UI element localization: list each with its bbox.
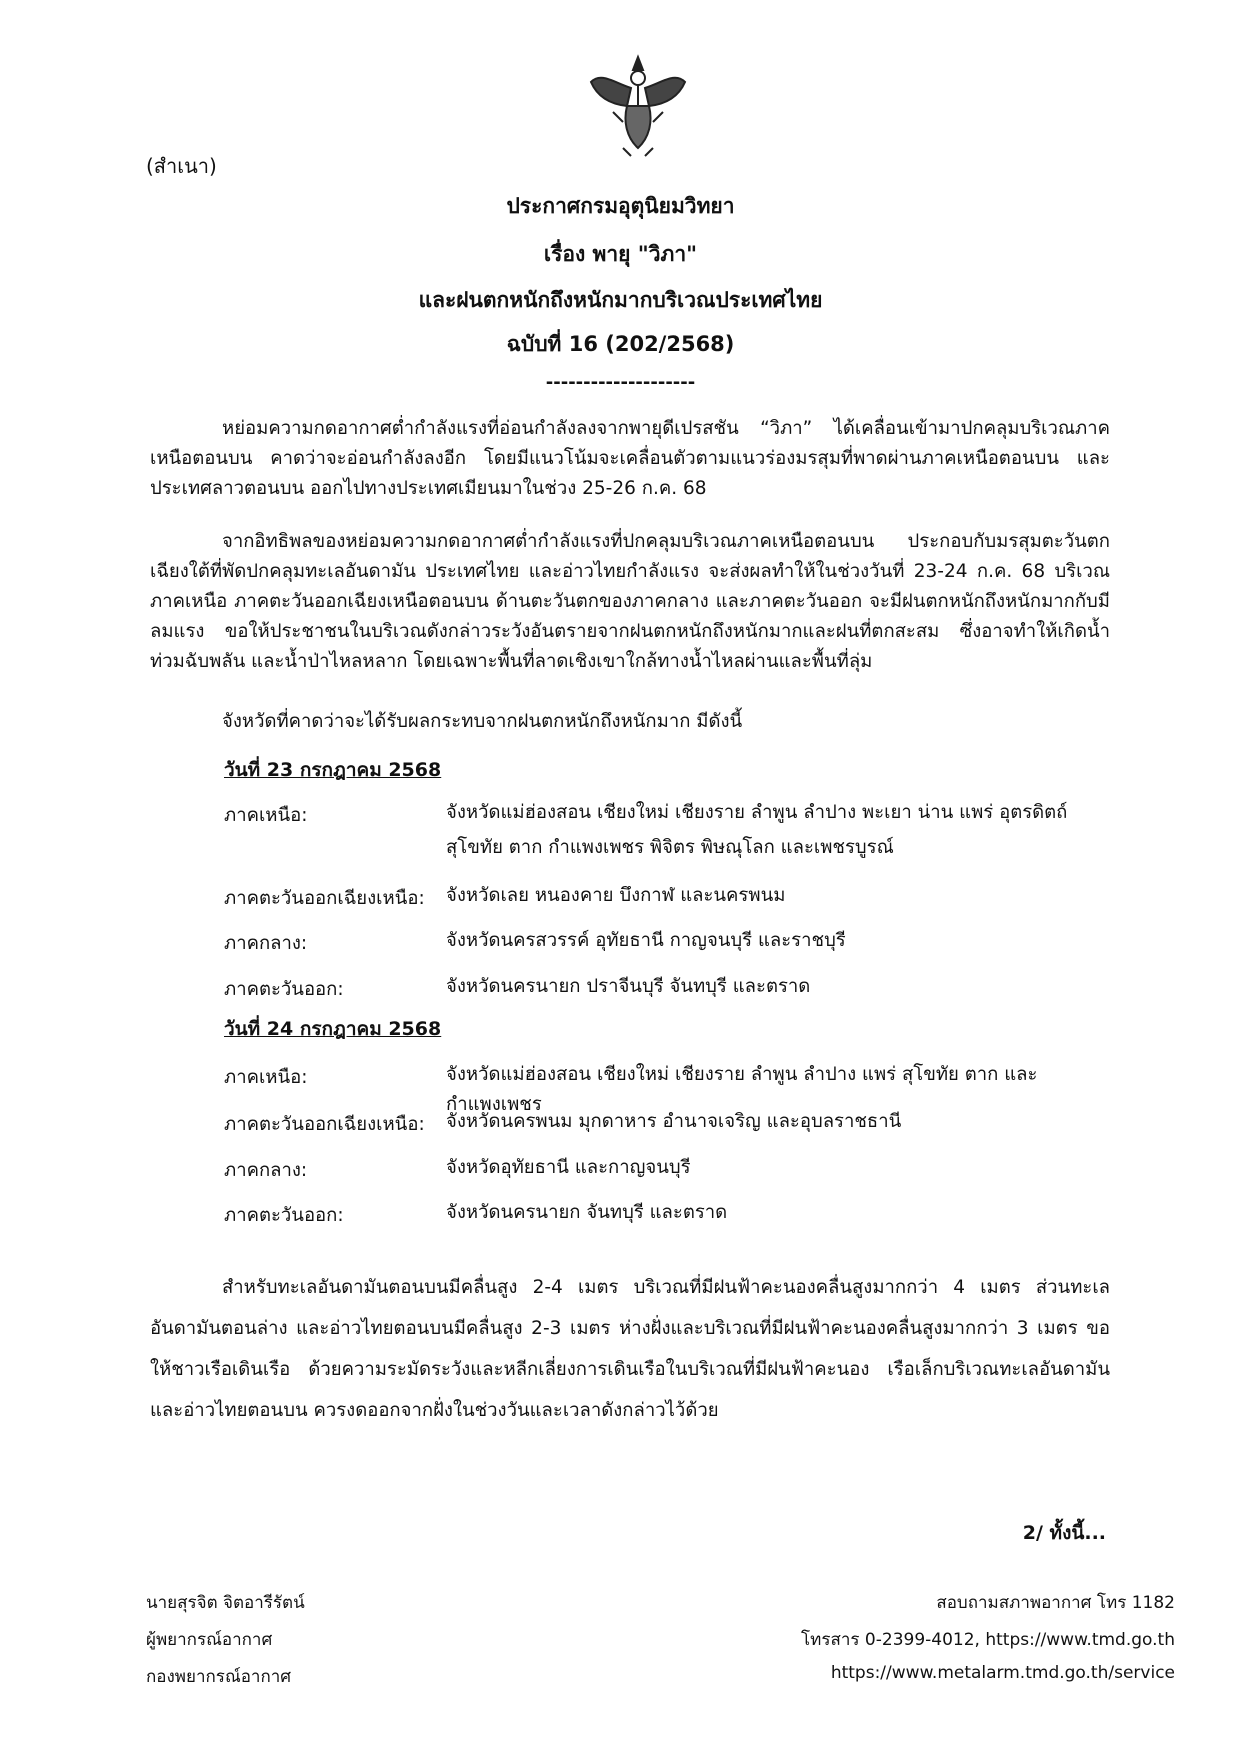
paragraph-1-text: หย่อมความกดอากาศต่ำกำลังแรงที่อ่อนกำลังลงจากพายุดีเปรสชัน “วิภา” ได้เคลื่อนเข้ามาปกคลุมบริเวณภาคเหนือตอนบน คาดว่าจะอ่อนกำลังลงอีก โดยมีแนวโน้มจะเคลื่อนตัวตามแนวร่องมรสุมที่พาดผ่านภาคเหนือตอนบน และประเทศลาวตอนบน ออกไปทางประเทศเมียนมาในช่วง 25-26 ก.ค. 68: [150, 418, 1110, 499]
announcement-subject-line2: และฝนตกหนักถึงหนักมากบริเวณประเทศไทย: [418, 288, 823, 312]
continued-marker: 2/ ทั้งนี้...: [1022, 1522, 1106, 1544]
province-list: จังหวัดนครนายก จันทบุรี และตราด: [446, 1202, 728, 1223]
region-label: ภาคตะวันออกเฉียงเหนือ:: [224, 1114, 425, 1135]
paragraph-3-text: จังหวัดที่คาดว่าจะได้รับผลกระทบจากฝนตกหนักถึงหนักมาก มีดังนี้: [222, 711, 743, 732]
province-line: สุโขทัย ตาก กำแพงเพชร พิจิตร พิษณุโลก และเพชรบูรณ์: [446, 837, 894, 858]
forecaster-title: ผู้พยากรณ์อากาศ: [146, 1630, 273, 1650]
forecaster-name: นายสุรจิต จิตอารีรัตน์: [146, 1593, 305, 1613]
region-label: ภาคตะวันออกเฉียงเหนือ:: [224, 888, 425, 909]
paragraph-3: [150, 707, 1110, 737]
contact-service-link[interactable]: https://www.metalarm.tmd.go.th/service: [830, 1663, 1175, 1683]
forecaster-division: กองพยากรณ์อากาศ: [146, 1667, 292, 1687]
province-list: จังหวัดนครนายก ปราจีนบุรี จันทบุรี และตราด: [446, 976, 811, 997]
issue-number: ฉบับที่ 16 (202/2568): [506, 332, 735, 356]
garuda-emblem: [583, 52, 693, 162]
region-label: ภาคตะวันออก:: [224, 1205, 344, 1226]
paragraph-1: [150, 414, 1110, 504]
copy-label: (สำเนา): [146, 154, 217, 178]
region-label: ภาคกลาง:: [224, 933, 308, 954]
header-divider: --------------------: [545, 372, 696, 393]
contact-phone: สอบถามสภาพอากาศ โทร 1182: [936, 1593, 1175, 1613]
paragraph-2: [150, 527, 1110, 677]
province-list: จังหวัดนครสวรรค์ อุทัยธานี กาญจนบุรี และราชบุรี: [446, 930, 846, 951]
region-label: ภาคกลาง:: [224, 1160, 308, 1181]
province-list: จังหวัดอุทัยธานี และกาญจนบุรี: [446, 1157, 691, 1178]
province-list: จังหวัดแม่ฮ่องสอน เชียงใหม่ เชียงราย ลำพูน ลำปาง แพร่ สุโขทัย ตาก และกำแพงเพชร: [446, 1064, 1038, 1115]
paragraph-2-text: จากอิทธิพลของหย่อมความกดอากาศต่ำกำลังแรงที่ปกคลุมบริเวณภาคเหนือตอนบน ประกอบกับมรสุมตะวันตกเฉียงใต้ที่พัดปกคลุมทะเลอันดามัน ประเทศไทย และอ่าวไทยกำลังแรง จะส่งผลทำให้ในช่วงวันที่ 23-24 ก.ค. 68 บริเวณภาคเหนือ ภาคตะวันออกเฉียงเหนือตอนบน ด้านตะวันตกของภาคกลาง และภาคตะวันออก จะมีฝนตกหนักถึงหนักมากกับมีลมแรง ขอให้ประชาชนในบริเวณดังกล่าวระวังอันตรายจากฝนตกหนักถึงหนักมากและฝนที่ตกสะสม ซึ่งอาจทำให้เกิดน้ำท่วมฉับพลัน และน้ำป่าไหลหลาก โดยเฉพาะพื้นที่ลาดเชิงเขาใกล้ทางน้ำไหลผ่านและพื้นที่ลุ่ม: [150, 531, 1110, 672]
region-label: ภาคเหนือ:: [224, 805, 308, 826]
province-list: จังหวัดเลย หนองคาย บึงกาฬ และนครพนม: [446, 885, 786, 906]
announcement-subject: เรื่อง พายุ "วิภา": [543, 242, 698, 266]
province-list: จังหวัดนครพนม มุกดาหาร อำนาจเจริญ และอุบลราชธานี: [446, 1111, 902, 1132]
paragraph-4-text: สำหรับทะเลอันดามันตอนบนมีคลื่นสูง 2-4 เมตร บริเวณที่มีฝนฟ้าคะนองคลื่นสูงมากกว่า 4 เมตร ส่วนทะเลอันดามันตอนล่าง และอ่าวไทยตอนบนมีคลื่นสูง 2-3 เมตร ห่างฝั่งและบริเวณที่มีฝนฟ้าคะนองคลื่นสูงมากกว่า 3 เมตร ขอให้ชาวเรือเดินเรือ ด้วยความระมัดระวังและหลีกเลี่ยงการเดินเรือในบริเวณที่มีฝนฟ้าคะนอง เรือเล็กบริเวณทะเลอันดามันและอ่าวไทยตอนบน ควรงดออกจากฝั่งในช่วงวันและเวลาดังกล่าวไว้ด้วย: [150, 1277, 1110, 1421]
date-heading-day2: วันที่ 24 กรกฎาคม 2568: [224, 1018, 442, 1040]
date-heading-day1: วันที่ 23 กรกฎาคม 2568: [224, 759, 442, 781]
region-label: ภาคเหนือ:: [224, 1067, 308, 1088]
region-label: ภาคตะวันออก:: [224, 979, 344, 1000]
announcement-title: ประกาศกรมอุตุนิยมวิทยา: [506, 194, 735, 218]
paragraph-4: [150, 1267, 1110, 1431]
province-line: จังหวัดแม่ฮ่องสอน เชียงใหม่ เชียงราย ลำพูน ลำปาง พะเยา น่าน แพร่ อุตรดิตถ์: [446, 802, 1068, 823]
province-list: [446, 798, 1106, 863]
contact-fax-website: โทรสาร 0-2399-4012, https://www.tmd.go.th: [801, 1630, 1175, 1650]
